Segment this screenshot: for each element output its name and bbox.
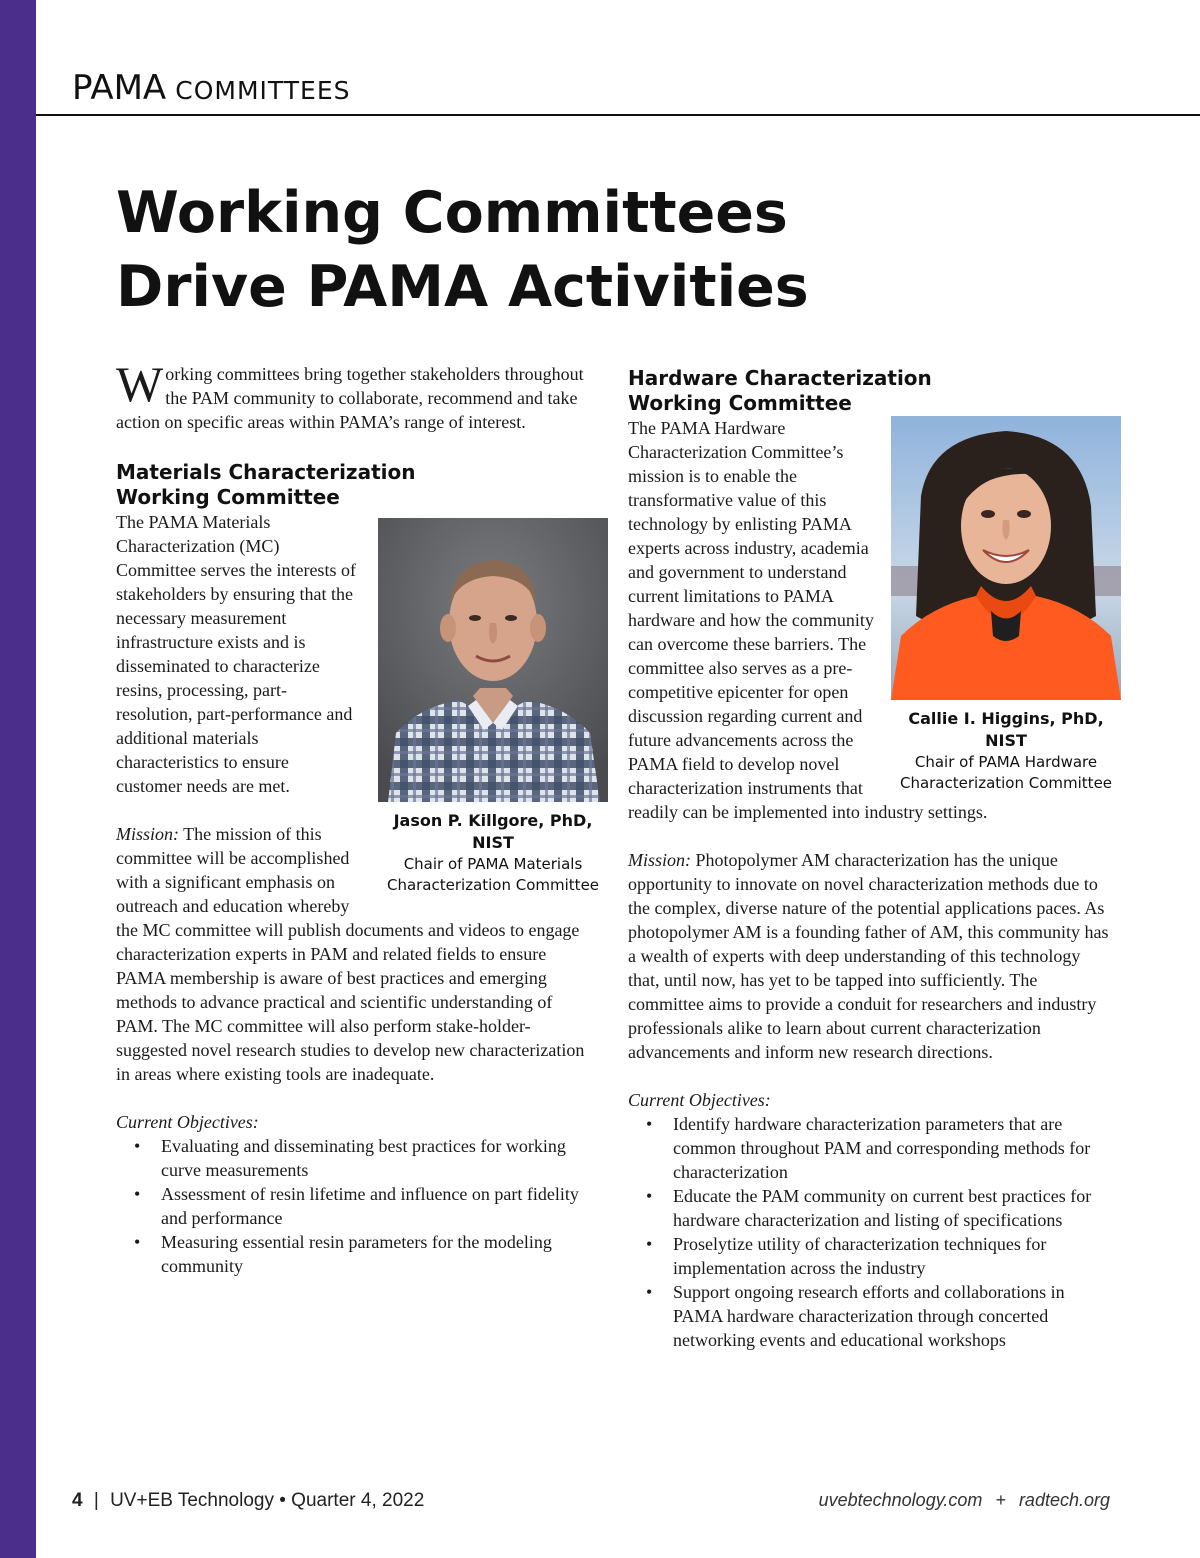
hardware-mission — [628, 848, 1114, 1064]
hardware-chair-figure — [886, 416, 1126, 794]
materials-mission-text: The mission of this committee will be accomplished with a significant emphasis on outreach and education whereby the MC committee will publish documents and videos to engage characterization experts in PAM and related fields to ensure PAMA membership is aware of best practices and emerging methods to advance practical and scientific understanding of PAM. The MC committee will also perform stake-holder-suggested novel research studies to develop new characterization in areas where existing tools are inadequate. — [116, 824, 585, 1084]
right-column — [628, 366, 1114, 1352]
hardware-chair-name-line2: NIST — [985, 731, 1027, 750]
materials-heading-line2: Working Committee — [116, 485, 340, 509]
list-item: • Measuring essential resin parameters for the modeling community — [161, 1230, 596, 1278]
hardware-heading — [628, 366, 1114, 416]
footer-publication-info — [72, 1490, 424, 1512]
list-item: • Educate the PAM community on current best practices for hardware characterization and listing of specifications — [673, 1184, 1114, 1232]
materials-chair-figure — [368, 518, 618, 896]
purple-sidebar-stripe — [0, 0, 36, 1558]
materials-objectives-list — [116, 1134, 596, 1278]
hardware-mission-text: Photopolymer AM characterization has the unique opportunity to innovate on novel characterization methods due to the complex, diverse nature of the potential applications paces. As photopolymer AM is a founding father of AM, this community has a wealth of experts with deep understanding of this technology that, until now, has yet to be tapped into sufficiently. The committee aims to provide a conduit for researchers and industry professionals alike to learn about current characterization advancements and inform new research directions. — [628, 850, 1109, 1062]
intro-text: orking committees bring together stakeholders throughout the PAM community to collaborate, recommend and take action on specific areas within PAMA’s range of interest. — [116, 364, 584, 432]
section-header-sub: COMMITTEES — [175, 76, 351, 105]
materials-objectives-label — [116, 1110, 596, 1134]
woman-portrait-illustration — [891, 416, 1121, 700]
hardware-heading-line2: Working Committee — [628, 391, 852, 415]
hardware-heading-line1: Hardware Characterization — [628, 366, 932, 390]
materials-chair-photo — [378, 518, 608, 802]
header-divider — [36, 114, 1200, 116]
hardware-mission-label: Mission: — [628, 850, 691, 870]
materials-chair-name-line2: NIST — [472, 833, 514, 852]
materials-heading-line1: Materials Characterization — [116, 460, 416, 484]
footer-websites — [819, 1490, 1110, 1511]
list-item: • Support ongoing research efforts and collaborations in PAMA hardware characterization through concerted networking events and educational workshops — [673, 1280, 1114, 1352]
intro-paragraph — [116, 356, 596, 434]
list-item: • Assessment of resin lifetime and influence on part fidelity and performance — [161, 1182, 596, 1230]
hardware-body: The PAMA Hardware Characterization Committee’s mission is to enable the transformative value of this technology by enlisting PAMA experts across industry, academia and government to understand current limitations to PAMA hardware and how the community can overcome these barriers. The committee also serves as a pre-competitive epicenter for open discussion regarding current and future advancements across the PAMA field to develop novel characterization instruments that readily can be implemented into industry settings. — [628, 418, 988, 822]
footer-site-uvebtechnology: uvebtechnology.com — [818, 1490, 983, 1510]
page-title — [116, 176, 809, 324]
materials-objectives-label-text: Current Objectives: — [116, 1112, 259, 1132]
hardware-chair-photo — [891, 416, 1121, 700]
list-item: • Proselytize utility of characterization techniques for implementation across the industry — [673, 1232, 1114, 1280]
materials-chair-name-line1: Jason P. Killgore, PhD, — [393, 811, 593, 830]
materials-chair-role-line1: Chair of PAMA Materials — [403, 855, 583, 873]
materials-mission-label: Mission: — [116, 824, 179, 844]
hardware-chair-role-line2: Characterization Committee — [899, 774, 1113, 792]
materials-body: The PAMA Materials Characterization (MC) Committee serves the interests of stakeholders by ensuring that the necessary measurement infrastructure exists and is disseminated to characterize resins, processing, part-resolution, part-performance and additional materials characteristics to ensure customer needs are met. — [116, 512, 356, 796]
page-number: 4 — [72, 1490, 83, 1511]
section-header — [72, 68, 351, 108]
page-title-line1: Working Committees — [116, 180, 788, 246]
list-item: • Evaluating and disseminating best practices for working curve measurements — [161, 1134, 596, 1182]
page-title-line2: Drive PAMA Activities — [116, 254, 809, 320]
list-item: • Identify hardware characterization parameters that are common throughout PAM and corresponding methods for characterization — [673, 1112, 1114, 1184]
man-portrait-illustration — [378, 518, 608, 802]
hardware-objectives-label — [628, 1088, 1114, 1112]
hardware-chair-role-line1: Chair of PAMA Hardware — [914, 753, 1098, 771]
hardware-chair-name-line1: Callie I. Higgins, PhD, — [908, 709, 1104, 728]
footer-plus: + — [995, 1490, 1006, 1510]
materials-chair-role-line2: Characterization Committee — [386, 876, 600, 894]
footer-publication: UV+EB Technology • Quarter 4, 2022 — [110, 1490, 425, 1511]
materials-heading — [116, 460, 596, 510]
drop-cap: W — [116, 356, 164, 412]
hardware-objectives-label-text: Current Objectives: — [628, 1090, 771, 1110]
hardware-objectives-list — [628, 1112, 1114, 1352]
footer-site-radtech: radtech.org — [1018, 1490, 1110, 1510]
footer-separator: | — [93, 1490, 99, 1511]
section-header-main: PAMA — [72, 68, 167, 108]
left-column — [116, 356, 600, 1278]
